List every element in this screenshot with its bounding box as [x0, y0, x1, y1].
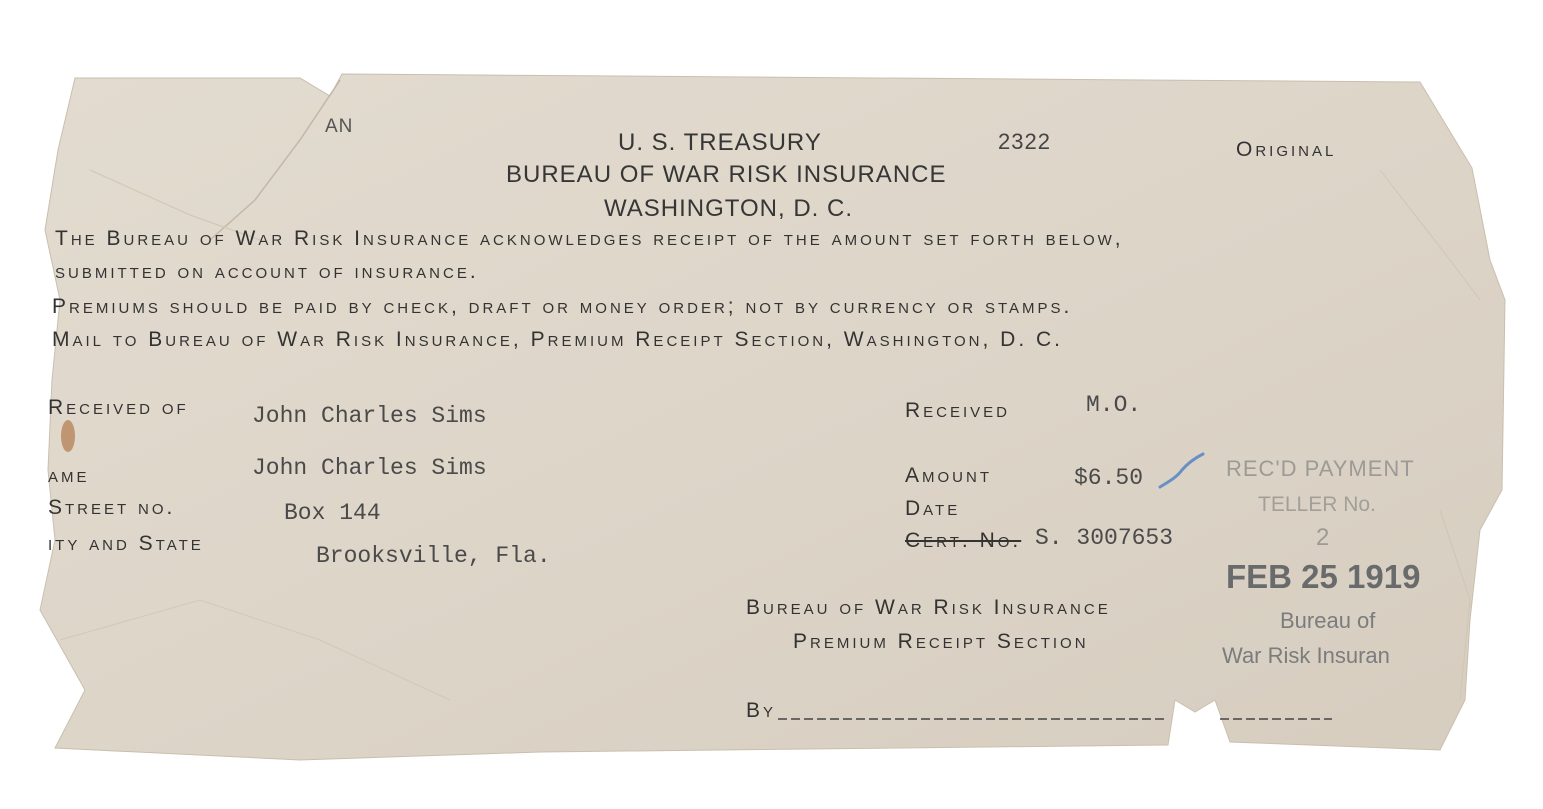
notice-line-4: Mail to Bureau of War Risk Insurance, Premium Receipt Section, Washington, D. C. [52, 328, 1064, 351]
notice-line-1: The Bureau of War Risk Insurance acknowledges receipt of the amount set forth below, [55, 227, 1124, 250]
cert-label: Cert. No. [905, 529, 1022, 552]
amount-label: Amount [905, 464, 992, 487]
name-value: John Charles Sims [252, 455, 487, 481]
cert-value: S. 3007653 [1035, 525, 1174, 551]
notice-line-3: Premiums should be paid by check, draft or money order; not by currency or stamps. [52, 295, 1073, 318]
stamp-line-war-risk: War Risk Insuran [1222, 643, 1390, 668]
bureau-title: BUREAU OF WAR RISK INSURANCE [506, 161, 947, 188]
date-label: Date [905, 497, 961, 520]
stamp-date: FEB 25 1919 [1226, 558, 1421, 595]
name-label: ame [48, 464, 90, 487]
city-state-value: Brooksville, Fla. [316, 543, 551, 569]
copy-label: Original [1236, 138, 1337, 161]
received-value: M.O. [1086, 392, 1142, 418]
paper-stain [61, 420, 75, 452]
received-label: Received [905, 399, 1011, 422]
stamp-line-bureau: Bureau of [1280, 608, 1376, 633]
received-of-label: Received of [48, 396, 189, 419]
corner-fragment: AN [325, 116, 354, 137]
street-value: Box 144 [284, 500, 381, 526]
street-label: Street no. [48, 496, 176, 519]
receipt-number: 2322 [998, 129, 1051, 154]
by-label: By [746, 699, 777, 722]
stamp-teller-number: 2 [1316, 524, 1330, 551]
notice-line-2: submitted on account of insurance. [55, 260, 479, 283]
received-of-value: John Charles Sims [252, 403, 487, 429]
stamp-line-teller: TELLER No. [1258, 493, 1376, 516]
footer-section: Premium Receipt Section [793, 630, 1089, 653]
footer-bureau: Bureau of War Risk Insurance [746, 596, 1111, 619]
agency-title: U. S. TREASURY [618, 129, 822, 156]
city-title: WASHINGTON, D. C. [604, 195, 854, 222]
stamp-line-payment: REC'D PAYMENT [1226, 456, 1415, 481]
amount-value: $6.50 [1074, 465, 1144, 491]
city-state-label: ity and State [48, 532, 204, 555]
